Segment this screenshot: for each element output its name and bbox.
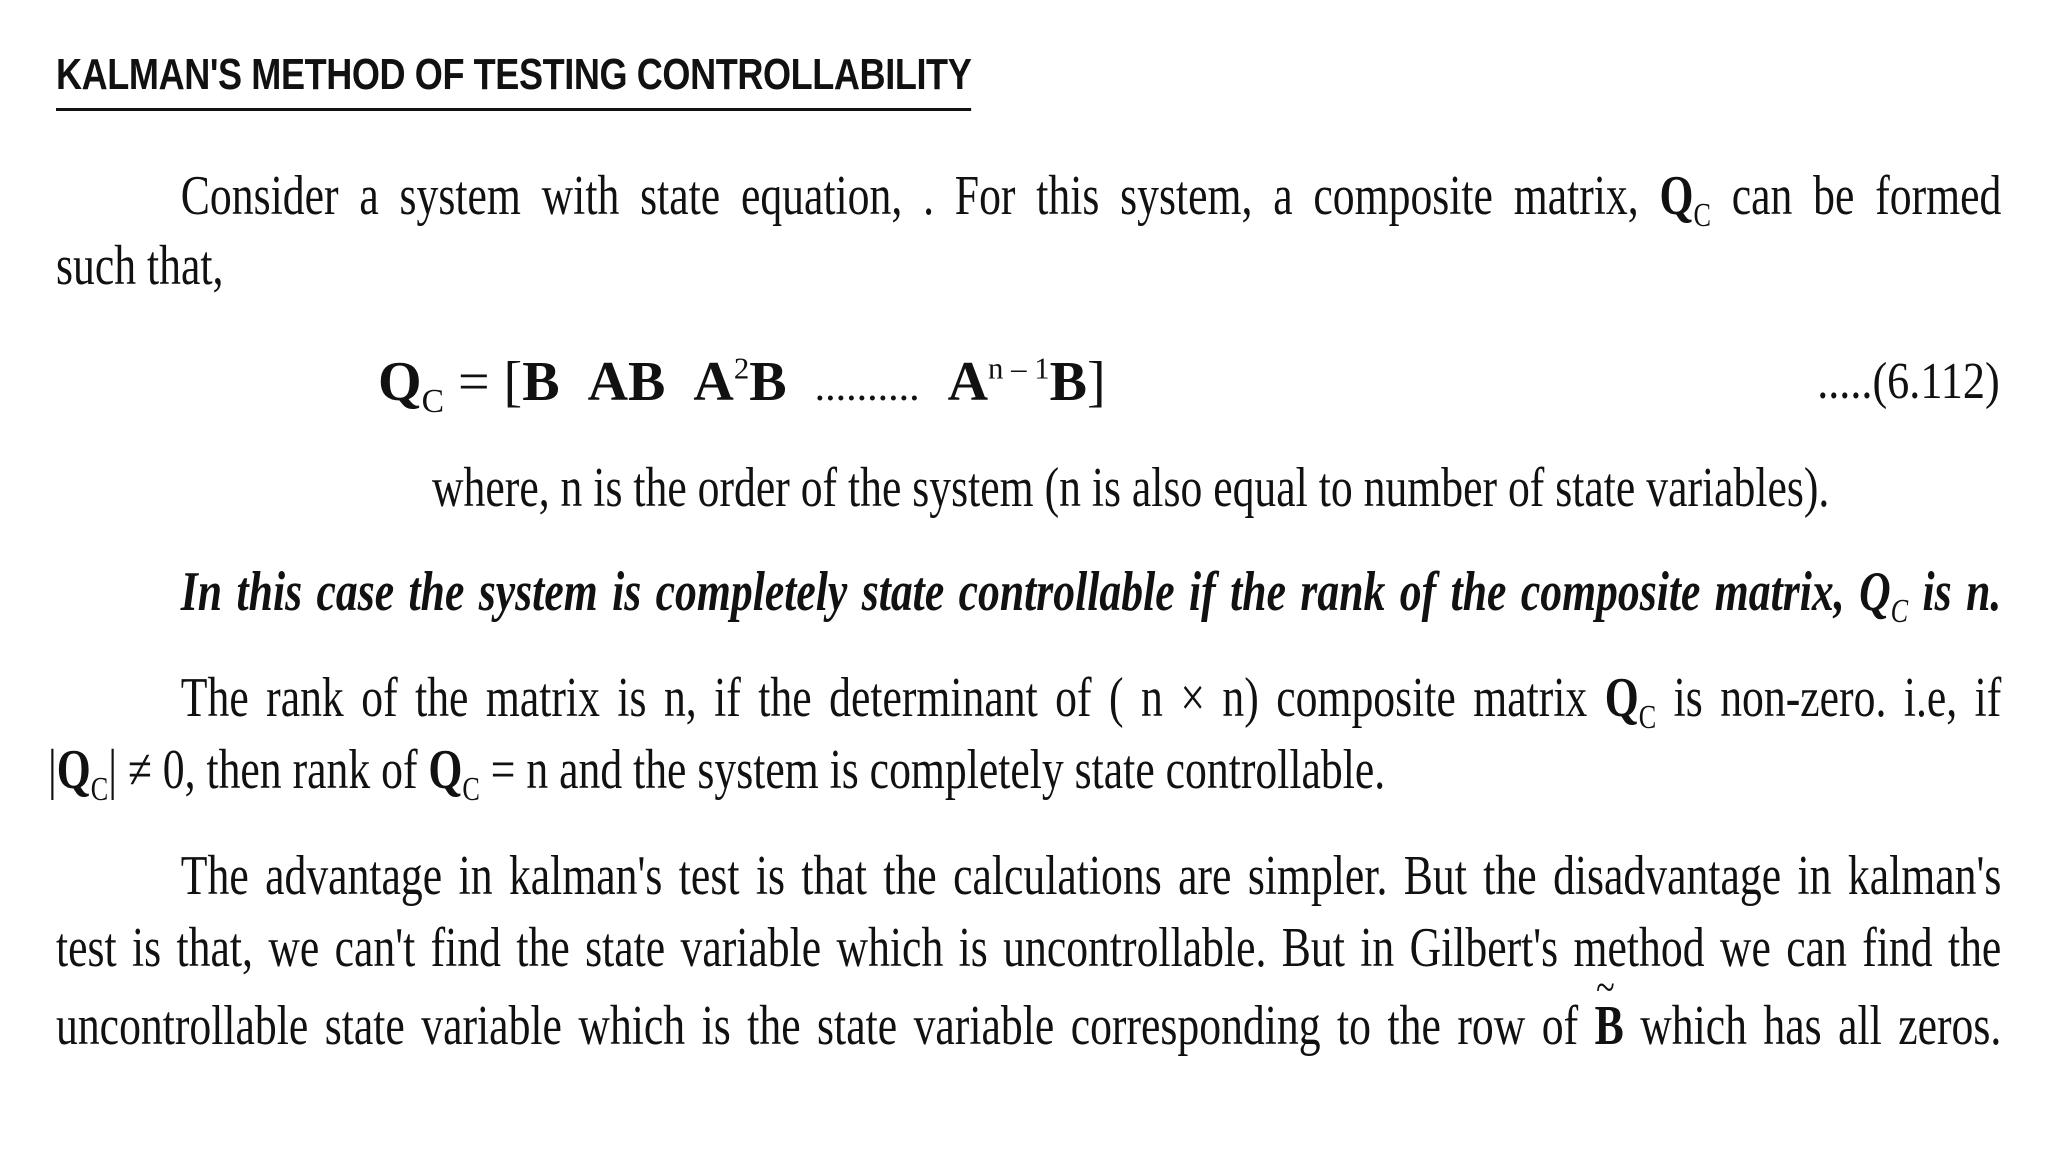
p2-qc-sub: C bbox=[1890, 592, 1909, 630]
section-heading: KALMAN'S METHOD OF TESTING CONTROLLABILITY bbox=[56, 50, 971, 111]
qc-letter: Q bbox=[1659, 165, 1694, 227]
p3-qc-letter: Q bbox=[1604, 667, 1639, 729]
qc-symbol bbox=[1659, 165, 1711, 234]
b-tilde-symbol: ~ B bbox=[1595, 996, 1624, 1056]
p3-line2-c: = n and the system is completely state controllable. bbox=[479, 739, 1386, 801]
p3-qc2-sub: C bbox=[90, 770, 109, 808]
eq-equals-bracket: = [ bbox=[443, 351, 523, 413]
eq-lhs-sub: C bbox=[421, 382, 444, 420]
eq-an1b-b: B bbox=[1049, 351, 1087, 413]
paragraph-4-line-2: test is that, we can't find the state variable which is uncontrollable. But in Gilbert's method we can find the bbox=[56, 917, 2002, 979]
p2-qc-letter: Q bbox=[1859, 561, 1891, 623]
p3-qc3-symbol bbox=[428, 739, 480, 808]
paragraph-4-line-3 bbox=[56, 996, 2001, 1056]
eq-a2b-exp: 2 bbox=[733, 351, 750, 386]
equation-6-112 bbox=[378, 351, 1106, 420]
p3-line1-b: is non-zero. i.e, if bbox=[1656, 667, 2002, 729]
eq-term-an1b bbox=[948, 351, 1087, 413]
eq-an1b-a: A bbox=[947, 351, 989, 413]
qc-subscript: C bbox=[1693, 196, 1711, 234]
eq-lhs-letter: Q bbox=[378, 351, 422, 413]
p3-line1-a: The rank of the matrix is n, if the determinant of ( n × n) composite matrix bbox=[180, 667, 1605, 729]
p3-qc-symbol bbox=[1604, 667, 1657, 736]
controllability-statement bbox=[56, 561, 2002, 630]
equation-number: .....(6.112) bbox=[1817, 353, 2000, 410]
paragraph-1-line-1 bbox=[56, 165, 2002, 234]
p3-line2-b: | ≠ 0, then rank of bbox=[108, 739, 429, 801]
p3-qc2-symbol bbox=[56, 739, 109, 808]
p3-qc3-letter: Q bbox=[428, 739, 463, 801]
eq-dots: .......... bbox=[814, 364, 920, 410]
p2-qc-symbol bbox=[1859, 561, 1909, 630]
eq-a2b-b: B bbox=[749, 351, 787, 413]
where-clause: where, n is the order of the system (n is also equal to number of state variables). bbox=[432, 457, 1830, 519]
eq-term-b: B bbox=[522, 351, 560, 413]
p1-text-a: Consider a system with state equation, . For this system, a composite matrix, bbox=[180, 165, 1660, 227]
p3-abs-open: | bbox=[48, 739, 57, 801]
p3-qc3-sub: C bbox=[462, 770, 480, 808]
p3-qc2-letter: Q bbox=[56, 739, 91, 801]
eq-an1b-exp: n – 1 bbox=[988, 351, 1050, 386]
eq-close-bracket: ] bbox=[1086, 351, 1106, 413]
paragraph-3-line-2 bbox=[48, 739, 1565, 808]
eq-term-ab: AB bbox=[587, 351, 666, 413]
eq-a2b-a: A bbox=[693, 351, 734, 413]
p4-line3-b: which has all zeros. bbox=[1623, 995, 2002, 1057]
p1-text-b: can be formed bbox=[1710, 165, 2002, 227]
eq-term-a2b bbox=[693, 351, 786, 413]
paragraph-3-line-1 bbox=[56, 667, 2002, 736]
p2-text-a: In this case the system is completely state controllable if the rank of the composite matrix, bbox=[180, 561, 1860, 623]
p2-text-b: is n. bbox=[1908, 561, 2002, 623]
eq-lhs bbox=[378, 351, 444, 420]
p3-qc-sub: C bbox=[1638, 698, 1657, 736]
p4-line3-a: uncontrollable state variable which is the state variable corresponding to the row of bbox=[56, 995, 1595, 1057]
paragraph-4-line-1: The advantage in kalman's test is that the calculations are simpler. But the disadvantage in kalman's bbox=[180, 845, 2002, 907]
paragraph-1-line-2: such that, bbox=[56, 235, 224, 297]
